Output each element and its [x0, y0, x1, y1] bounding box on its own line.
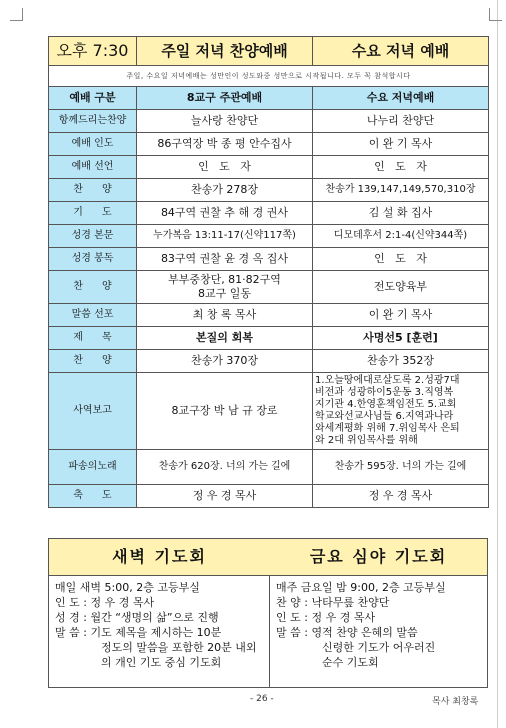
friday-prayer-schedule: 매주 금요일 밤 9:00, 2층 고등부실 — [276, 581, 446, 594]
table-row — [49, 450, 489, 485]
title-row — [49, 37, 489, 66]
crop-mark-top-right — [489, 8, 502, 21]
column-header-row — [49, 87, 489, 110]
ministry-report-line: 학교와선교사님들 6.지역과나라 — [315, 411, 454, 422]
dawn-prayer-sermon-line: 정도의 말씀을 포함한 20분 내외 — [101, 641, 257, 654]
dawn-prayer-sermon-line: 말 씀 : 기도 제목을 제시하는 10분 — [55, 626, 222, 639]
table-row — [49, 304, 489, 327]
dawn-prayer-details — [49, 575, 270, 687]
table-row — [49, 133, 489, 156]
ministry-report-line: 지기관 4.한영훈책임전도 5.교회 — [315, 399, 457, 410]
row-label: 예배 인도 — [49, 133, 137, 156]
table-row — [49, 179, 489, 202]
row-label: 항께드리는찬양 — [49, 110, 137, 133]
notice-row — [49, 66, 489, 87]
worship-schedule-table — [48, 36, 489, 508]
friday-prayer-sermon-line: 순수 기도회 — [322, 656, 379, 669]
row-label: 찬 양 — [49, 271, 137, 304]
sunday-cell: 찬송가 620장. 너의 가는 길에 — [137, 450, 313, 485]
wednesday-cell: 나누리 찬양단 — [313, 110, 489, 133]
wednesday-cell: 디모데후서 2:1-4(신약344쪽) — [313, 225, 489, 248]
dawn-prayer-title: 새벽 기도회 — [49, 539, 271, 575]
dawn-prayer-schedule: 매일 새벽 5:00, 2층 고등부실 — [55, 581, 200, 594]
row-label: 예배 선언 — [49, 156, 137, 179]
row-label: 축 도 — [49, 485, 137, 508]
row-label: 제 목 — [49, 327, 137, 350]
wednesday-cell: 찬송가 139,147,149,570,310장 — [313, 179, 489, 202]
friday-prayer-title: 금요 심야 기도회 — [270, 539, 487, 575]
sunday-cell: 누가복음 13:11-17(신약117쪽) — [137, 225, 313, 248]
table-row — [49, 485, 489, 508]
dawn-prayer-scripture: 성 경 : 월간 “생명의 삶”으로 진행 — [55, 611, 219, 624]
ministry-report-line: 와세계평화 위해 7.위임목사 은퇴 — [315, 423, 460, 434]
ministry-report-line: 1.오늘땅에대로살도록 2.성광7대 — [315, 375, 460, 386]
friday-prayer-leader: 인 도 : 정 우 경 목사 — [276, 611, 376, 624]
wednesday-cell: 이 완 기 목사 — [313, 133, 489, 156]
wednesday-cell: 찬송가 352장 — [313, 350, 489, 373]
column-header-sunday: 8교구 주관예배 — [137, 87, 313, 110]
service-time: 오후 7:30 — [49, 37, 137, 66]
row-label: 파송의노래 — [49, 450, 137, 485]
sunday-cell: 늘사랑 찬양단 — [137, 110, 313, 133]
row-label: 찬 양 — [49, 179, 137, 202]
table-row — [49, 110, 489, 133]
sunday-cell: 84구역 권찰 추 해 경 권사 — [137, 202, 313, 225]
row-label: 성경 본문 — [49, 225, 137, 248]
sunday-cell: 8교구장 박 남 규 장로 — [137, 373, 313, 450]
sunday-evening-title: 주일 저녁 찬양예배 — [137, 37, 313, 66]
sunday-cell — [137, 271, 313, 304]
wednesday-cell: 인 도 자 — [313, 156, 489, 179]
sunday-cell: 찬송가 278장 — [137, 179, 313, 202]
page-number: - 26 - — [250, 694, 274, 704]
sunday-cell: 정 우 경 목사 — [137, 485, 313, 508]
dawn-prayer-sermon-line: 의 개인 기도 중심 기도회 — [101, 656, 222, 669]
table-row — [49, 156, 489, 179]
sunday-cell: 최 창 록 목사 — [137, 304, 313, 327]
row-label: 기 도 — [49, 202, 137, 225]
prayer-meetings-box — [48, 538, 488, 688]
sermon-title-sunday: 본질의 회복 — [137, 327, 313, 350]
wednesday-cell: 찬송가 595장. 너의 가는 길에 — [313, 450, 489, 485]
wednesday-cell: 정 우 경 목사 — [313, 485, 489, 508]
table-row — [49, 271, 489, 304]
sermon-title-wednesday: 사명선5 [훈련] — [313, 327, 489, 350]
wednesday-cell: 전도양육부 — [313, 271, 489, 304]
sunday-cell: 찬송가 370장 — [137, 350, 313, 373]
table-row — [49, 202, 489, 225]
friday-prayer-praise: 찬 양 : 낙타무릎 찬양단 — [276, 596, 390, 609]
table-row — [49, 373, 489, 450]
ministry-report-line: 와 2대 위임목사를 위해 — [315, 435, 418, 446]
table-row — [49, 327, 489, 350]
sunday-cell: 인 도 자 — [137, 156, 313, 179]
wednesday-evening-title: 수요 저녁 예배 — [313, 37, 489, 66]
author-credit: 목사 최창록 — [432, 697, 479, 707]
wednesday-cell: 인 도 자 — [313, 248, 489, 271]
ministry-report-line: 비전과 성광하이5운동 3.직영복 — [315, 387, 454, 398]
sunday-cell-line: 부부중창단, 81·82구역 — [168, 273, 281, 286]
table-row — [49, 225, 489, 248]
dawn-prayer-leader: 인 도 : 정 우 경 목사 — [55, 596, 155, 609]
attendance-notice: 주일, 수요일 저녁예배는 성만인이 성도와중 성만으로 시작됩니다. 모두 꼭 참석합시다 — [49, 66, 489, 87]
friday-prayer-sermon-line: 신령한 기도가 어우러진 — [322, 641, 436, 654]
wednesday-cell: 김 설 화 집사 — [313, 202, 489, 225]
friday-prayer-sermon-line: 말 씀 : 영적 찬양 은혜의 말씀 — [276, 626, 418, 639]
column-header-label: 예배 구분 — [49, 87, 137, 110]
sunday-cell: 86구역장 박 종 평 안수집사 — [137, 133, 313, 156]
row-label: 사역보고 — [49, 373, 137, 450]
ministry-report-list — [313, 373, 489, 450]
row-label: 말씀 선포 — [49, 304, 137, 327]
friday-prayer-details — [270, 575, 487, 687]
wednesday-cell: 이 완 기 목사 — [313, 304, 489, 327]
table-row — [49, 248, 489, 271]
row-label: 성경 봉독 — [49, 248, 137, 271]
crop-mark-top-left — [10, 8, 23, 21]
sunday-cell: 83구역 권찰 윤 경 옥 집사 — [137, 248, 313, 271]
sunday-cell-line: 8교구 일동 — [198, 287, 251, 300]
column-header-wednesday: 수요 저녁예배 — [313, 87, 489, 110]
row-label: 찬 양 — [49, 350, 137, 373]
table-row — [49, 350, 489, 373]
